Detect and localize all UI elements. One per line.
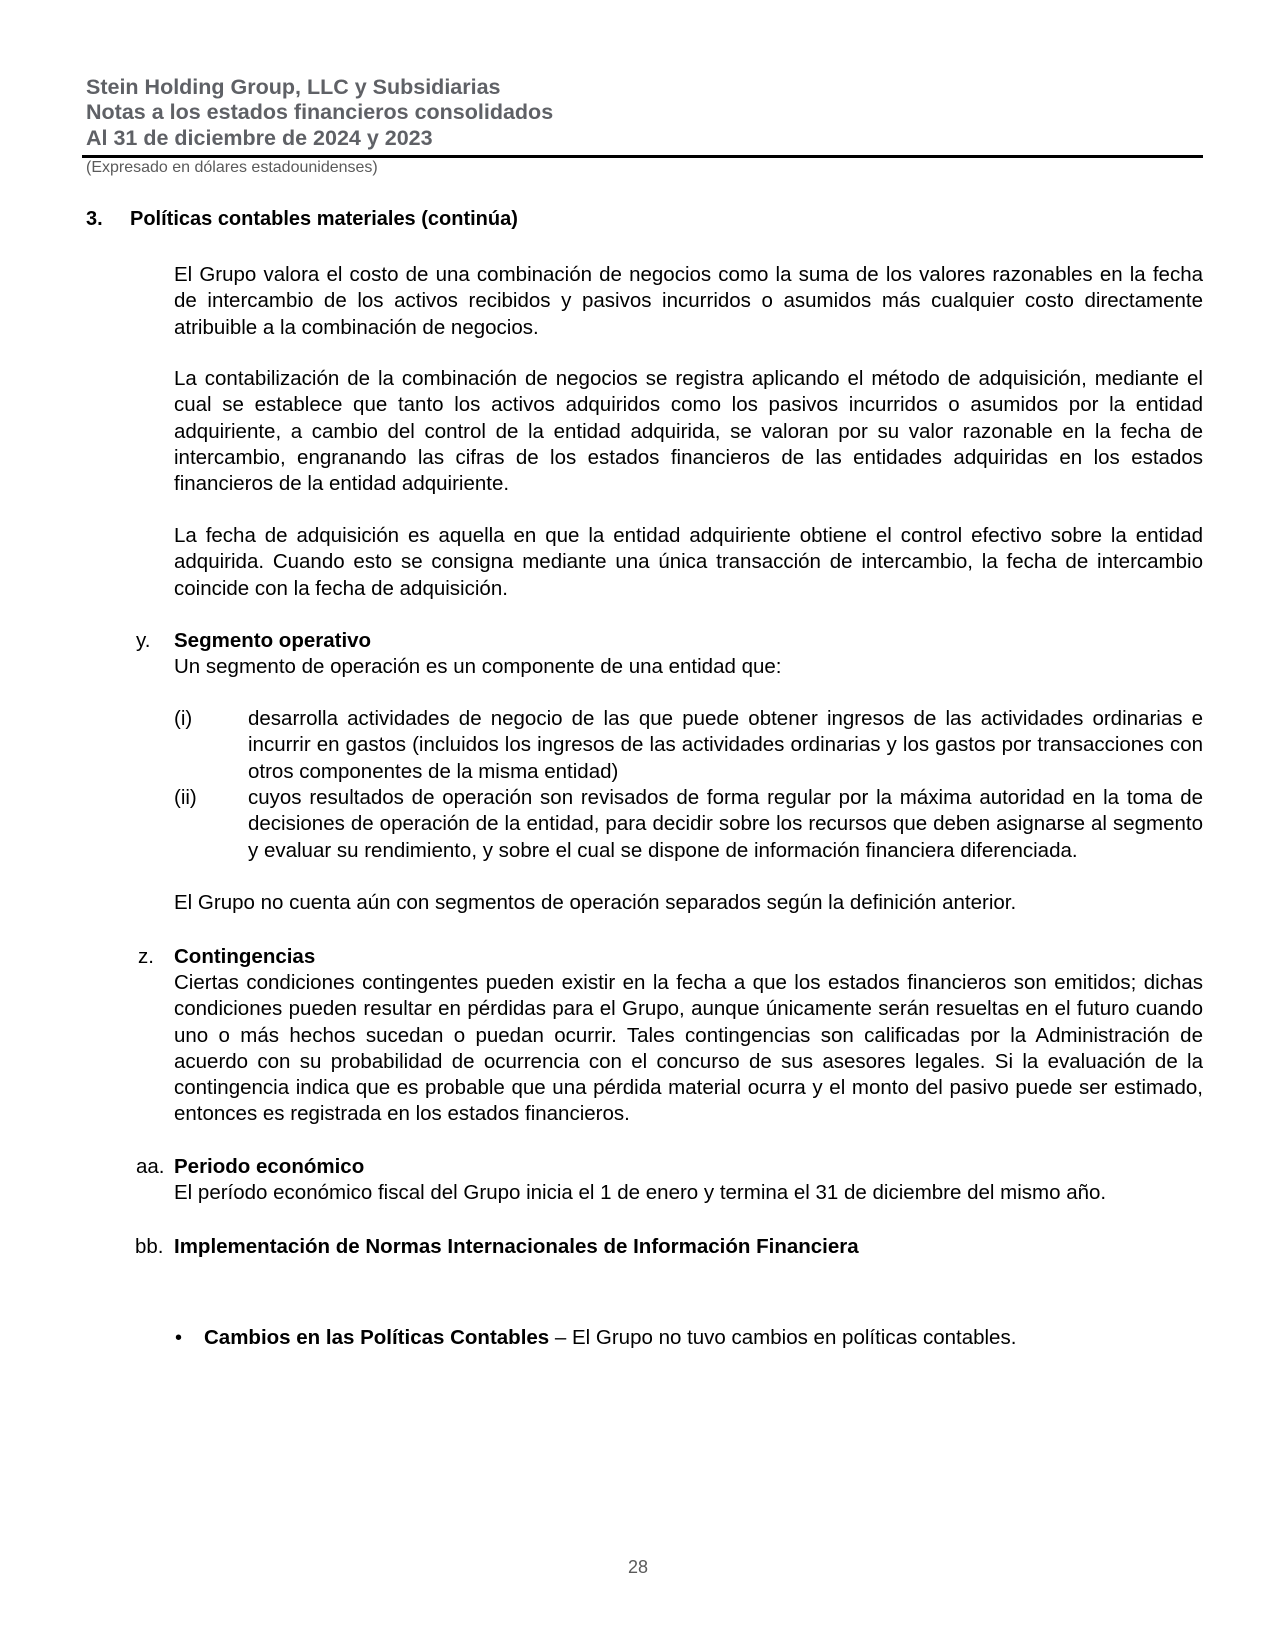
header-rule bbox=[82, 155, 1203, 158]
subsection-title-z: Contingencias bbox=[174, 945, 316, 968]
section-heading bbox=[86, 208, 518, 231]
subsection-label-bb: bb. bbox=[135, 1235, 164, 1258]
list-marker: (i) bbox=[174, 707, 193, 730]
bullet-item bbox=[204, 1325, 1016, 1351]
document-title: Notas a los estados financieros consolidados bbox=[86, 100, 554, 124]
paragraph: El Grupo valora el costo de una combinación de negocios como la suma de los valores razonables en la fecha de intercambio de los activos recibidos y pasivos incurridos o asumidos más cualquier costo directamente atribuible a la combinación de negocios. bbox=[174, 263, 1203, 339]
list-item: cuyos resultados de operación son revisados de forma regular por la máxima autoridad en la toma de decisiones de operación de la entidad, para decidir sobre los recursos que deben asignarse al segmento y evaluar su rendimiento, y sobre el cual se dispone de información financiera diferenciada. bbox=[248, 786, 1203, 862]
company-name: Stein Holding Group, LLC y Subsidiarias bbox=[86, 75, 501, 99]
paragraph: El período económico fiscal del Grupo inicia el 1 de enero y termina el 31 de diciembre del mismo año. bbox=[174, 1181, 1107, 1204]
list-marker: (ii) bbox=[174, 786, 197, 809]
paragraph: Ciertas condiciones contingentes pueden existir en la fecha a que los estados financieros son emitidos; dichas condiciones pueden resultar en pérdidas para el Grupo, aunque únicamente serán resueltas en el futuro cuando uno o más hechos sucedan o puedan ocurrir. Tales contingencias son calificadas por la Administración de acuerdo con su probabilidad de ocurrencia con el concurso de sus asesores legales. Si la evaluación de la contingencia indica que es probable que una pérdida material ocurra y el monto del pasivo puede ser estimado, entonces es registrada en los estados financieros. bbox=[174, 971, 1203, 1126]
subsection-label-z: z. bbox=[138, 945, 154, 968]
page-number: 28 bbox=[627, 1557, 649, 1577]
paragraph: La contabilización de la combinación de negocios se registra aplicando el método de adquisición, mediante el cual se establece que tanto los activos adquiridos como los pasivos incurridos o asumidos por la entidad adquiriente, a cambio del control de la entidad adquirida, se valoran por su valor razonable en la fecha de intercambio, engranando las cifras de los estados financieros de las entidades adquiridas en los estados financieros de la entidad adquiriente. bbox=[174, 367, 1203, 496]
subsection-label-y: y. bbox=[136, 629, 151, 652]
bullet-icon: • bbox=[175, 1327, 183, 1349]
bullet-item-title: Cambios en las Políticas Contables bbox=[204, 1326, 550, 1349]
subsection-title-y: Segmento operativo bbox=[174, 629, 372, 652]
subsection-intro: Un segmento de operación es un componente de una entidad que: bbox=[174, 655, 782, 678]
list-item: desarrolla actividades de negocio de las que puede obtener ingresos de las actividades ordinarias e incurrir en gastos (incluidos los ingresos de las actividades ordinarias y los gastos por transacciones con otros componentes de la misma entidad) bbox=[248, 707, 1203, 783]
subsection-closing: El Grupo no cuenta aún con segmentos de operación separados según la definición anterior. bbox=[174, 891, 1017, 914]
paragraph: La fecha de adquisición es aquella en que la entidad adquiriente obtiene el control efectivo sobre la entidad adquirida. Cuando esto se consigna mediante una única transacción de intercambio, la fecha de intercambio coincide con la fecha de adquisición. bbox=[174, 524, 1203, 600]
subsection-label-aa: aa. bbox=[136, 1155, 165, 1178]
report-period: Al 31 de diciembre de 2024 y 2023 bbox=[86, 126, 433, 150]
bullet-item-text: – El Grupo no tuvo cambios en políticas contables. bbox=[549, 1326, 1017, 1349]
currency-note: (Expresado en dólares estadounidenses) bbox=[86, 159, 378, 176]
subsection-title-bb: Implementación de Normas Internacionales de Información Financiera bbox=[174, 1235, 859, 1258]
section-number: 3. bbox=[86, 208, 103, 230]
section-title: Políticas contables materiales (continúa) bbox=[130, 208, 518, 230]
subsection-title-aa: Periodo económico bbox=[174, 1155, 365, 1178]
